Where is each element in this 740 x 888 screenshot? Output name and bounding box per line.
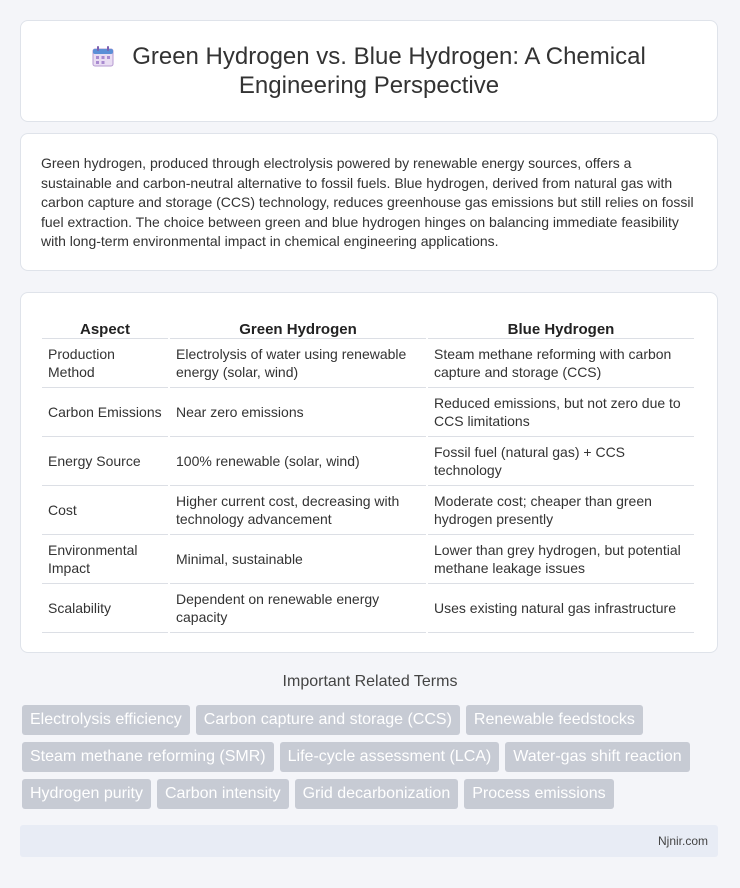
term-tag[interactable]: Carbon intensity (157, 779, 289, 809)
table-cell-green: Dependent on renewable energy capacity (170, 584, 426, 633)
table-cell-green: Higher current cost, decreasing with technology advancement (170, 486, 426, 535)
intro-card (20, 133, 718, 271)
table-cell-blue: Steam methane reforming with carbon capture and storage (CCS) (428, 339, 694, 388)
table-cell-aspect: Cost (42, 486, 168, 535)
table-cell-blue: Lower than grey hydrogen, but potential methane leakage issues (428, 535, 694, 584)
table-row (42, 486, 694, 535)
table-row (42, 584, 694, 633)
table-cell-aspect: Scalability (42, 584, 168, 633)
page-title-wrap (69, 42, 669, 100)
table-cell-green: Electrolysis of water using renewable energy (solar, wind) (170, 339, 426, 388)
calendar-icon (92, 45, 114, 67)
table-cell-green: Minimal, sustainable (170, 535, 426, 584)
footer (20, 825, 718, 857)
tag-row (22, 705, 722, 735)
tag-row (22, 742, 722, 772)
intro-text: Green hydrogen, produced through electrolysis powered by renewable energy sources, offers a sustainable and carbon-neutral alternative to fossil fuels. Blue hydrogen, derived from natural gas with carbon capture and storage (CCS) technology, reduces greenhouse gas emissions but still relies on fossil fuel extraction. The choice between green and blue hydrogen hinges on balancing immediate feasibility with long-term environmental impact in chemical engineering applications. (41, 155, 694, 249)
table-row (42, 388, 694, 437)
table-row (42, 339, 694, 388)
table-cell-aspect: Production Method (42, 339, 168, 388)
term-tag[interactable]: Life-cycle assessment (LCA) (280, 742, 500, 772)
term-tag[interactable]: Electrolysis efficiency (22, 705, 190, 735)
related-terms-heading: Important Related Terms (282, 673, 458, 690)
table-cell-blue: Moderate cost; cheaper than green hydrogen presently (428, 486, 694, 535)
term-tag[interactable]: Water-gas shift reaction (505, 742, 689, 772)
term-tag[interactable]: Carbon capture and storage (CCS) (196, 705, 460, 735)
comparison-card (20, 292, 718, 653)
table-cell-aspect: Environmental Impact (42, 535, 168, 584)
tag-row (22, 779, 722, 809)
table-cell-aspect: Energy Source (42, 437, 168, 486)
header-blue: Blue Hydrogen (428, 313, 694, 339)
header-green: Green Hydrogen (170, 313, 426, 339)
table-header-row (42, 313, 694, 339)
term-tag[interactable]: Grid decarbonization (295, 779, 459, 809)
table-cell-aspect: Carbon Emissions (42, 388, 168, 437)
term-tag[interactable]: Hydrogen purity (22, 779, 151, 809)
table-row (42, 535, 694, 584)
table-cell-blue: Fossil fuel (natural gas) + CCS technology (428, 437, 694, 486)
header-aspect: Aspect (42, 313, 168, 339)
related-terms (22, 705, 722, 816)
table-cell-blue: Reduced emissions, but not zero due to CCS limitations (428, 388, 694, 437)
term-tag[interactable]: Renewable feedstocks (466, 705, 643, 735)
table-cell-green: 100% renewable (solar, wind) (170, 437, 426, 486)
title-card (20, 20, 718, 122)
page-title: Green Hydrogen vs. Blue Hydrogen: A Chemical Engineering Perspective (132, 43, 646, 99)
comparison-table (40, 313, 696, 633)
term-tag[interactable]: Steam methane reforming (SMR) (22, 742, 274, 772)
term-tag[interactable]: Process emissions (464, 779, 613, 809)
footer-site[interactable]: Njnir.com (657, 834, 708, 848)
table-cell-green: Near zero emissions (170, 388, 426, 437)
table-cell-blue: Uses existing natural gas infrastructure (428, 584, 694, 633)
table-row (42, 437, 694, 486)
